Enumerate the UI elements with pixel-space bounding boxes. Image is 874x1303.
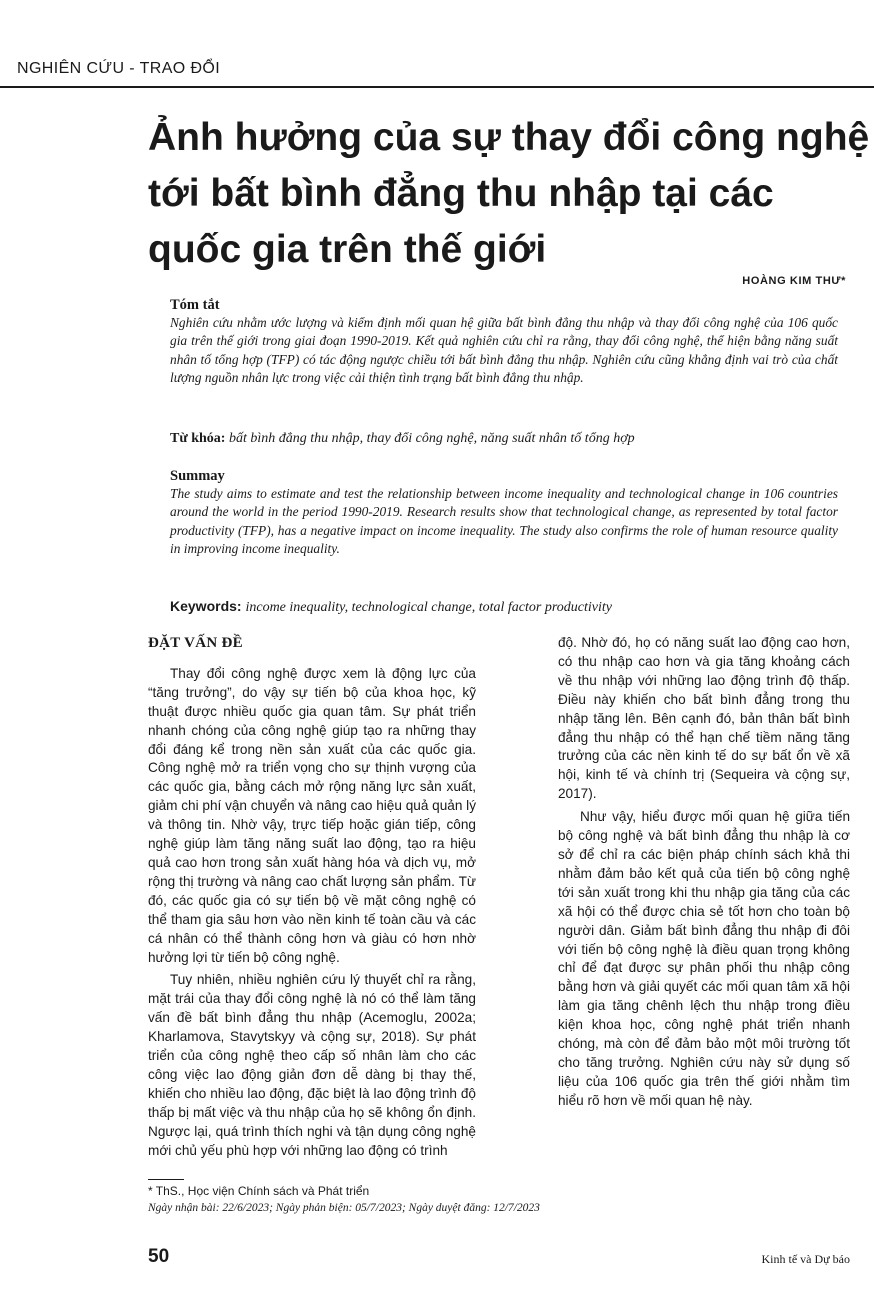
section-heading: ĐẶT VẤN ĐỀ	[148, 635, 243, 651]
article-title	[148, 110, 870, 278]
abstract-vi-text: Nghiên cứu nhằm ước lượng và kiểm định mối quan hệ giữa bất bình đẳng thu nhập và thay đổi công nghệ của 106 quốc gia trên thế giới trong giai đoạn 1990-2019. Kết quả nghiên cứu chỉ ra rằng, thay đổi công nghệ, thể hiện bằng năng suất nhân tố tổng hợp (TFP) có tác động ngược chiều tới bất bình đẳng thu nhập. Nghiên cứu cũng khẳng định vai trò của chất lượng nguồn nhân lực trong việc cải thiện tình trạng bất bình đẳng thu nhập.	[170, 315, 838, 386]
title-line: tới bất bình đẳng thu nhập tại các	[148, 172, 774, 215]
abstract-vi	[170, 296, 838, 388]
title-line: Ảnh hưởng của sự thay đổi công nghệ	[148, 116, 870, 159]
body-column-left	[148, 634, 476, 1164]
keywords-en	[170, 597, 838, 617]
article-dates: Ngày nhận bài: 22/6/2023; Ngày phản biện: 05/7/2023; Ngày duyệt đăng: 12/7/2023	[148, 1202, 540, 1214]
footnote-rule	[148, 1179, 184, 1180]
body-column-right	[558, 634, 850, 1115]
paragraph: Thay đổi công nghệ được xem là động lực của “tăng trưởng”, do vậy sự tiến bộ của khoa học, kỹ thuật được nhiều quốc gia quan tâm. Sự phát triển nhanh chóng của công nghệ giúp tạo ra những thay đổi đáng kể trong nền sản xuất của các quốc gia. Công nghệ mở ra triển vọng cho sự thịnh vượng của các quốc gia, bằng cách mở rộng năng lực sản xuất, giảm chi phí vận chuyển và nâng cao hiệu quả quản lý và thông tin. Nhờ vậy, trực tiếp hoặc gián tiếp, công nghệ giúp làm tăng năng suất lao động, tạo ra hiệu quả cao hơn trong sản xuất hàng hóa và dịch vụ, mở rộng thị trường và nâng cao chất lượng sản phẩm. Từ đó, các quốc gia có sự tiến bộ về mặt công nghệ có thể tham gia sâu hơn vào nền kinh tế toàn cầu và các cá nhân có thể thành công hơn và giàu có hơn nhờ hưởng lợi từ tiến bộ công nghệ.	[148, 665, 476, 965]
footnote-affiliation: * ThS., Học viện Chính sách và Phát triển	[148, 1184, 370, 1198]
keywords-vi	[170, 430, 838, 448]
title-line: quốc gia trên thế giới	[148, 228, 547, 271]
header-rule	[0, 86, 874, 88]
section-label: NGHIÊN CỨU - TRAO ĐỔI	[17, 60, 221, 77]
author-name: HOÀNG KIM THƯ*	[742, 275, 846, 287]
paragraph: Tuy nhiên, nhiều nghiên cứu lý thuyết chỉ ra rằng, mặt trái của thay đổi công nghệ là nó có thể làm tăng vấn đề bất bình đẳng thu nhập (Acemoglu, 2002a; Kharlamova, Stavytskyy và cộng sự, 2018). Sự phát triển của công nghệ theo cấp số nhân làm cho các công việc lao động giản đơn dễ dàng bị thay thế, khiến cho nhiều lao động, đặc biệt là lao động trình độ thấp bị mất việc và thu nhập của họ sẽ không ổn định. Ngược lại, quá trình thích nghi và tận dụng công nghệ mới chủ yếu phù hợp với những lao động có trình	[148, 972, 476, 1158]
keywords-vi-label: Từ khóa:	[170, 431, 226, 446]
keywords-en-label: Keywords:	[170, 598, 242, 614]
paragraph: độ. Nhờ đó, họ có năng suất lao động cao hơn, có thu nhập cao hơn và gia tăng khoảng cách về thu nhập với những lao động trình độ thấp. Điều này khiến cho bất bình đẳng trong thu nhập tăng lên. Bên cạnh đó, bản thân bất bình đẳng thu nhập có thể hạn chế tiềm năng tăng trưởng của các nền kinh tế do sự bất ổn về xã hội, kinh tế và chính trị (Sequeira và cộng sự, 2017).	[558, 635, 850, 802]
abstract-vi-heading: Tóm tắt	[170, 297, 220, 313]
keywords-vi-text: bất bình đẳng thu nhập, thay đổi công nghệ, năng suất nhân tố tổng hợp	[228, 431, 635, 446]
paragraph: Như vậy, hiểu được mối quan hệ giữa tiến bộ công nghệ và bất bình đẳng thu nhập là cơ sở để chỉ ra các biện pháp chính sách khả thi nhằm đảm bảo kết quả của tiến bộ công nghệ tới sản xuất trong khi thu nhập gia tăng của các xã hội có thể được chia sẻ tốt hơn cho toàn bộ người dân. Giảm bất bình đẳng thu nhập đi đôi với tiến bộ công nghệ là điều quan trọng không chỉ để đạt được sự phân phối thu nhập công bằng hơn và giải quyết các mối quan tâm xã hội làm gia tăng chênh lệch thu nhập trong điều kiện khoa học, công nghệ phát triển nhanh chóng, mà còn để đảm bảo một môi trường tốt cho tăng trưởng. Nghiên cứu này sử dụng số liệu của 106 quốc gia trên thế giới nhằm tìm hiểu rõ hơn về mối quan hệ này.	[558, 809, 850, 1108]
keywords-en-text: income inequality, technological change, total factor productivity	[245, 600, 612, 615]
abstract-en-heading: Summay	[170, 468, 225, 484]
page-number: 50	[148, 1246, 170, 1267]
abstract-en-text: The study aims to estimate and test the relationship between income inequality and technological change in 106 countries around the world in the period 1990-2019. Research results show that technological change, as represented by total factor productivity (TFP), has a negative impact on income inequality. The study also confirms the role of human resource quality in improving income inequality.	[170, 486, 838, 557]
journal-name: Kinh tế và Dự báo	[761, 1252, 850, 1266]
abstract-en	[170, 467, 838, 559]
